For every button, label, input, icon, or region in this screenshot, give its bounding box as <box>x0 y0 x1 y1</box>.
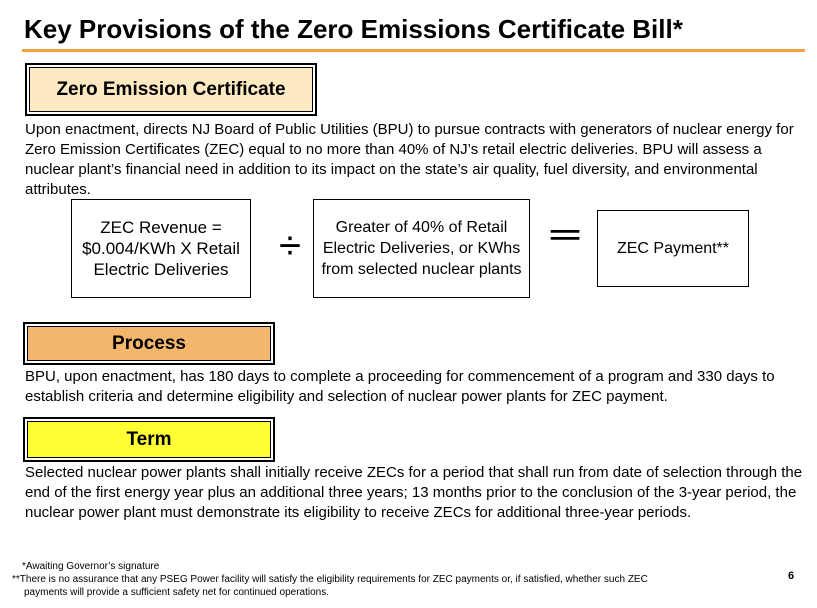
formula-divisor-text: Greater of 40% of Retail Electric Deliveries, or KWhs from selected nuclear plants <box>321 219 522 278</box>
term-section-heading: Term <box>27 421 271 458</box>
process-section-body: BPU, upon enactment, has 180 days to complete a proceeding for commencement of a program and 330 days to establish criteria and determine eligibility and selection of nuclear power plants for ZEC payment. <box>25 368 775 405</box>
formula-revenue-box <box>71 199 251 298</box>
formula-revenue-text: ZEC Revenue = $0.004/KWh X Retail Electric Deliveries <box>82 218 240 279</box>
slide-title: Key Provisions of the Zero Emissions Certificate Bill* <box>24 14 683 44</box>
formula-divisor-box <box>313 199 530 298</box>
term-section-body: Selected nuclear power plants shall initially receive ZECs for a period that shall run from date of selection through the end of the first energy year plus an additional three years; 13 months prior to the conclusion of the 3-year period, the nuclear power plant must demonstrate its eligibility to receive ZECs for additional three-year periods. <box>25 464 803 521</box>
formula-result-box <box>597 210 749 287</box>
zec-section-heading: Zero Emission Certificate <box>29 67 313 112</box>
footnote-governor: *Awaiting Governor’s signature <box>22 561 160 572</box>
process-section-heading: Process <box>27 326 271 361</box>
formula-result-text: ZEC Payment** <box>616 240 730 257</box>
divide-symbol: ÷ <box>279 224 301 268</box>
equals-symbol: ═ <box>550 212 580 256</box>
footnote-assurance-line-1: **There is no assurance that any PSEG Power facility will satisfy the eligibility requirements for ZEC payments or, if satisfied, whether such ZEC <box>12 574 648 585</box>
page-number: 6 <box>788 570 795 582</box>
footnote-assurance <box>12 573 772 599</box>
zec-section-body: Upon enactment, directs NJ Board of Public Utilities (BPU) to pursue contracts with generators of nuclear energy for Zero Emission Certificates (ZEC) equal to no more than 40% of NJ’s retail electric deliveries. BPU will assess a nuclear plant’s financial need in addition to its impact on the state’s air quality, fuel diversity, and environmental attributes. <box>25 121 794 198</box>
title-underline <box>22 49 805 52</box>
footnote-assurance-line-2: payments will provide a sufficient safety net for continued operations. <box>24 587 329 598</box>
